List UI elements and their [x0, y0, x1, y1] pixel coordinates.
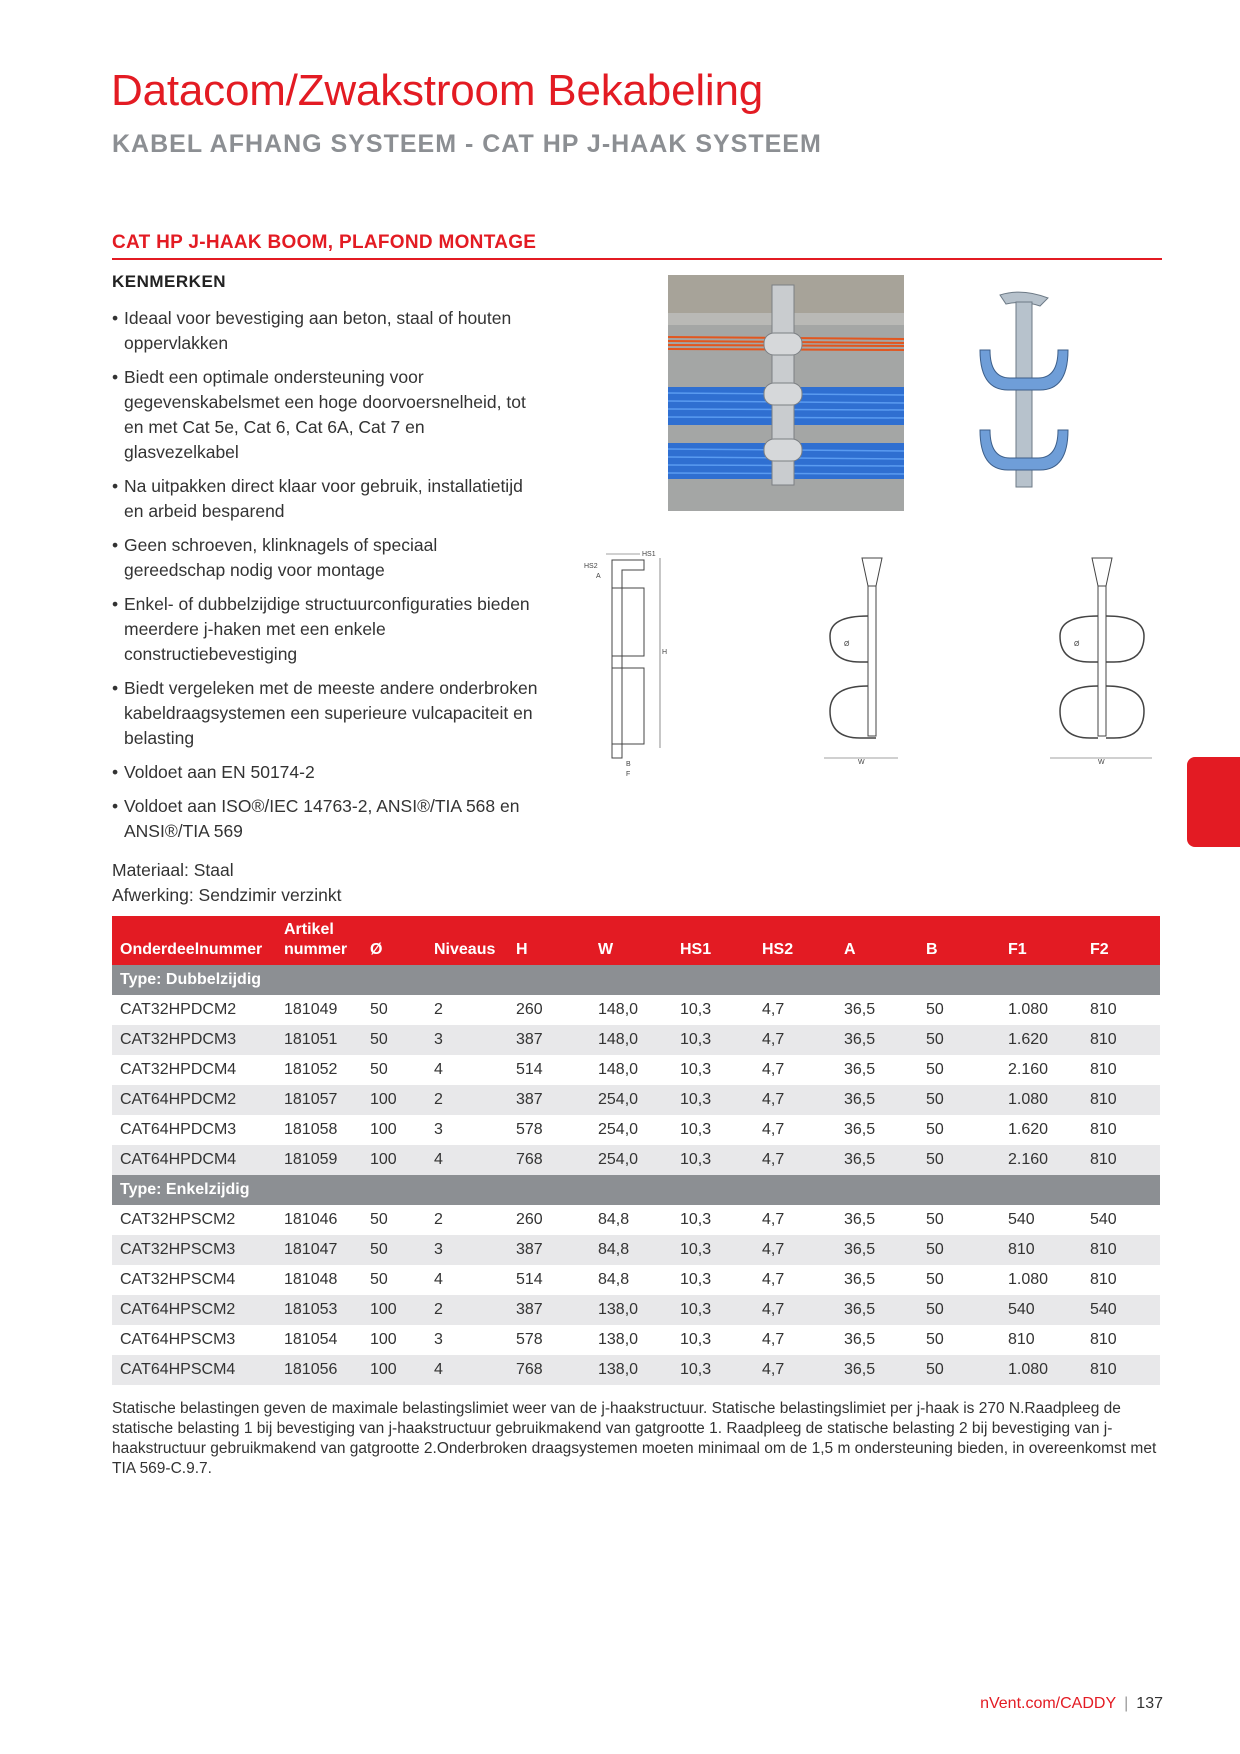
table-cell: 254,0: [590, 1145, 672, 1175]
table-cell: 181057: [276, 1085, 362, 1115]
dim-label-h: H: [662, 649, 668, 656]
table-cell: 10,3: [672, 1355, 754, 1385]
table-cell: 1.080: [1000, 1085, 1082, 1115]
col-header: W: [598, 941, 614, 958]
table-cell: 50: [918, 1265, 1000, 1295]
table-cell: CAT64HPDCM4: [112, 1145, 276, 1175]
table-row: [112, 1235, 1160, 1265]
installation-photo: [668, 275, 904, 511]
table-cell: CAT32HPDCM2: [112, 995, 276, 1025]
table-cell: 254,0: [590, 1085, 672, 1115]
spec-table: [112, 916, 1160, 1385]
table-cell: 100: [362, 1115, 426, 1145]
table-cell: 138,0: [590, 1355, 672, 1385]
material-info: [112, 858, 342, 908]
table-cell: 4,7: [754, 1265, 836, 1295]
table-cell: 387: [508, 1025, 590, 1055]
table-cell: 2.160: [1000, 1055, 1082, 1085]
table-cell: 50: [362, 1265, 426, 1295]
table-cell: 36,5: [836, 1025, 918, 1055]
table-cell: CAT32HPSCM4: [112, 1265, 276, 1295]
table-cell: 578: [508, 1325, 590, 1355]
table-cell: 36,5: [836, 1295, 918, 1325]
table-cell: 10,3: [672, 995, 754, 1025]
material-text: Materiaal: Staal: [112, 860, 234, 880]
table-cell: 50: [918, 1025, 1000, 1055]
table-cell: 181047: [276, 1235, 362, 1265]
table-cell: CAT64HPSCM2: [112, 1295, 276, 1325]
table-cell: CAT64HPDCM3: [112, 1115, 276, 1145]
table-cell: 810: [1082, 1085, 1160, 1115]
table-cell: 4,7: [754, 1295, 836, 1325]
table-cell: 810: [1000, 1235, 1082, 1265]
table-cell: 50: [918, 1355, 1000, 1385]
feature-item: • Na uitpakken direct klaar voor gebruik, installatietijd en arbeid besparend: [112, 476, 523, 521]
table-cell: 84,8: [590, 1265, 672, 1295]
table-cell: CAT64HPSCM4: [112, 1355, 276, 1385]
table-cell: 540: [1000, 1295, 1082, 1325]
feature-item: • Enkel- of dubbelzijdige structuurconfiguraties bieden meerdere j-haken met een enkele constructiebevestiging: [112, 594, 530, 664]
page-subtitle: KABEL AFHANG SYSTEEM - CAT HP J-HAAK SYSTEEM: [112, 130, 822, 158]
table-cell: 100: [362, 1085, 426, 1115]
group-label: Type: Dubbelzijdig: [112, 965, 1160, 995]
table-cell: 768: [508, 1355, 590, 1385]
table-group-row: [112, 1175, 1160, 1205]
table-cell: 4,7: [754, 1025, 836, 1055]
col-header: Onderdeelnummer: [120, 941, 263, 958]
table-cell: 1.620: [1000, 1115, 1082, 1145]
table-cell: 4: [426, 1265, 508, 1295]
table-cell: CAT32HPSCM2: [112, 1205, 276, 1235]
table-cell: 181056: [276, 1355, 362, 1385]
table-row: [112, 1355, 1160, 1385]
table-cell: 2: [426, 1295, 508, 1325]
table-cell: 1.080: [1000, 995, 1082, 1025]
table-cell: 36,5: [836, 995, 918, 1025]
dim-label-f: F: [626, 771, 631, 778]
table-cell: 10,3: [672, 1235, 754, 1265]
table-cell: 181051: [276, 1025, 362, 1055]
table-cell: CAT64HPSCM3: [112, 1325, 276, 1355]
table-cell: 100: [362, 1145, 426, 1175]
table-cell: 181059: [276, 1145, 362, 1175]
col-header: Ø: [370, 941, 383, 958]
dim-label-diameter: Ø: [844, 641, 850, 648]
table-cell: 10,3: [672, 1265, 754, 1295]
table-cell: 181048: [276, 1265, 362, 1295]
dim-label-hs2: HS2: [584, 563, 598, 570]
table-cell: 4: [426, 1355, 508, 1385]
table-cell: 3: [426, 1235, 508, 1265]
table-cell: 578: [508, 1115, 590, 1145]
table-cell: 810: [1082, 1025, 1160, 1055]
page-number: 137: [1136, 1695, 1163, 1712]
table-cell: 50: [918, 1145, 1000, 1175]
table-cell: 181049: [276, 995, 362, 1025]
table-cell: 514: [508, 1055, 590, 1085]
table-cell: 1.620: [1000, 1025, 1082, 1055]
table-body: [112, 965, 1160, 1385]
col-header: F1: [1008, 941, 1027, 958]
table-cell: 50: [362, 1025, 426, 1055]
table-cell: 148,0: [590, 995, 672, 1025]
technical-drawing-single: [820, 556, 920, 766]
table-cell: 100: [362, 1295, 426, 1325]
table-cell: 10,3: [672, 1115, 754, 1145]
table-cell: 2: [426, 1085, 508, 1115]
table-group-row: [112, 965, 1160, 995]
table-cell: 4,7: [754, 1115, 836, 1145]
table-cell: 4,7: [754, 1085, 836, 1115]
table-cell: 768: [508, 1145, 590, 1175]
feature-item: • Geen schroeven, klinknagels of speciaal gereedschap nodig voor montage: [112, 535, 438, 580]
table-cell: 50: [362, 1205, 426, 1235]
col-header: HS2: [762, 941, 794, 958]
table-cell: 4,7: [754, 1235, 836, 1265]
feature-item: • Ideaal voor bevestiging aan beton, staal of houten oppervlakken: [112, 308, 512, 353]
table-row: [112, 1055, 1160, 1085]
table-cell: 50: [918, 1325, 1000, 1355]
table-cell: 810: [1082, 1265, 1160, 1295]
table-cell: 4: [426, 1145, 508, 1175]
table-cell: 260: [508, 1205, 590, 1235]
page-title: Datacom/Zwakstroom Bekabeling: [111, 66, 764, 115]
table-row: [112, 1265, 1160, 1295]
table-cell: 148,0: [590, 1025, 672, 1055]
table-cell: 50: [918, 1115, 1000, 1145]
footer-site: nVent.com/CADDY: [980, 1695, 1117, 1712]
table-cell: 540: [1000, 1205, 1082, 1235]
table-cell: 181054: [276, 1325, 362, 1355]
table-cell: 10,3: [672, 1205, 754, 1235]
table-cell: CAT64HPDCM2: [112, 1085, 276, 1115]
feature-item: • Biedt vergeleken met de meeste andere onderbroken kabeldraagsystemen een superieure vulcapaciteit en belasting: [112, 678, 538, 748]
table-cell: 540: [1082, 1295, 1160, 1325]
feature-item: • Voldoet aan EN 50174-2: [112, 762, 315, 782]
table-cell: 50: [362, 1235, 426, 1265]
table-cell: 36,5: [836, 1355, 918, 1385]
side-tab-marker: [1187, 757, 1240, 847]
table-cell: 4,7: [754, 1355, 836, 1385]
table-cell: 810: [1082, 1235, 1160, 1265]
table-cell: 254,0: [590, 1115, 672, 1145]
table-cell: 100: [362, 1325, 426, 1355]
table-cell: 100: [362, 1355, 426, 1385]
table-cell: 260: [508, 995, 590, 1025]
table-cell: 10,3: [672, 1295, 754, 1325]
table-cell: 540: [1082, 1205, 1160, 1235]
dim-label-w: W: [1098, 759, 1105, 766]
table-cell: 1.080: [1000, 1355, 1082, 1385]
table-header-row: [112, 916, 1160, 965]
table-cell: 181052: [276, 1055, 362, 1085]
table-cell: 4,7: [754, 995, 836, 1025]
table-cell: 2: [426, 995, 508, 1025]
table-cell: 181053: [276, 1295, 362, 1325]
table-cell: 810: [1082, 1325, 1160, 1355]
table-row: [112, 1115, 1160, 1145]
dim-label-diameter: Ø: [1074, 641, 1080, 648]
col-header: B: [926, 941, 938, 958]
table-row: [112, 1205, 1160, 1235]
table-cell: 3: [426, 1115, 508, 1145]
table-cell: CAT32HPSCM3: [112, 1235, 276, 1265]
table-cell: 50: [918, 995, 1000, 1025]
dim-label-hs1: HS1: [642, 551, 656, 558]
table-cell: 810: [1082, 1055, 1160, 1085]
table-cell: 10,3: [672, 1325, 754, 1355]
table-cell: 10,3: [672, 1085, 754, 1115]
table-cell: 2.160: [1000, 1145, 1082, 1175]
col-header: HS1: [680, 941, 712, 958]
table-cell: 810: [1082, 1145, 1160, 1175]
finish-text: Afwerking: Sendzimir verzinkt: [112, 885, 342, 905]
dim-label-a: A: [596, 573, 601, 580]
table-cell: 36,5: [836, 1205, 918, 1235]
dim-label-w: W: [858, 759, 865, 766]
table-row: [112, 1145, 1160, 1175]
product-render: [960, 290, 1085, 505]
table-cell: 4,7: [754, 1205, 836, 1235]
table-cell: 148,0: [590, 1055, 672, 1085]
page-footer: nVent.com/CADDY | 137: [980, 1695, 1163, 1712]
technical-drawing-side: [582, 548, 672, 780]
feature-item: • Biedt een optimale ondersteuning voor gegevenskabelsmet een hoge doorvoersnelheid, tot en met Cat 5e, Cat 6, Cat 6A, Cat 7 en glasvezelkabel: [112, 367, 526, 462]
technical-drawing-double: [1040, 556, 1160, 766]
table-cell: 181058: [276, 1115, 362, 1145]
table-cell: 50: [362, 1055, 426, 1085]
table-cell: 3: [426, 1325, 508, 1355]
table-cell: 810: [1082, 995, 1160, 1025]
table-cell: 36,5: [836, 1085, 918, 1115]
footnote: Statische belastingen geven de maximale belastingslimiet weer van de j-haakstructuur. Statische belastingslimiet per j-haak is 270 N.Raadpleeg de statische belasting 1 bij bevestiging van j-haakstructuur gebruikmakend van gatgrootte 1. Raadpleeg de statische belasting 2 bij bevestiging van j-haakstructuur gebruikmakend van gatgrootte 2.Onderbroken draagsystemen moeten minimaal om de 1,5 m ondersteuning bieden, in overeenkomst met TIA 569-C.9.7.: [112, 1400, 1157, 1477]
col-header: H: [516, 941, 528, 958]
table-cell: 810: [1000, 1325, 1082, 1355]
table-cell: 810: [1082, 1355, 1160, 1385]
table-cell: 2: [426, 1205, 508, 1235]
col-header: A: [844, 941, 856, 958]
table-cell: 50: [918, 1055, 1000, 1085]
table-cell: 181046: [276, 1205, 362, 1235]
table-cell: 50: [918, 1205, 1000, 1235]
table-cell: 36,5: [836, 1145, 918, 1175]
table-cell: 10,3: [672, 1145, 754, 1175]
table-cell: 387: [508, 1295, 590, 1325]
table-cell: 4,7: [754, 1325, 836, 1355]
table-cell: 36,5: [836, 1265, 918, 1295]
dim-label-b: B: [626, 761, 631, 768]
table-cell: 1.080: [1000, 1265, 1082, 1295]
table-cell: 50: [918, 1085, 1000, 1115]
table-row: [112, 995, 1160, 1025]
group-label: Type: Enkelzijdig: [112, 1175, 1160, 1205]
table-cell: 50: [362, 995, 426, 1025]
table-cell: 138,0: [590, 1295, 672, 1325]
table-cell: 84,8: [590, 1205, 672, 1235]
table-cell: 36,5: [836, 1115, 918, 1145]
table-cell: 10,3: [672, 1025, 754, 1055]
table-cell: 36,5: [836, 1235, 918, 1265]
table-cell: 4,7: [754, 1145, 836, 1175]
table-cell: 36,5: [836, 1055, 918, 1085]
features-list: [112, 306, 542, 853]
section-title: CAT HP J-HAAK BOOM, PLAFOND MONTAGE: [112, 232, 1162, 260]
table-cell: 10,3: [672, 1055, 754, 1085]
table-cell: CAT32HPDCM3: [112, 1025, 276, 1055]
col-header: F2: [1090, 941, 1109, 958]
table-cell: 4: [426, 1055, 508, 1085]
table-cell: 514: [508, 1265, 590, 1295]
table-cell: CAT32HPDCM4: [112, 1055, 276, 1085]
table-row: [112, 1085, 1160, 1115]
table-cell: 3: [426, 1025, 508, 1055]
table-row: [112, 1025, 1160, 1055]
table-row: [112, 1295, 1160, 1325]
table-cell: 4,7: [754, 1055, 836, 1085]
table-cell: 50: [918, 1235, 1000, 1265]
table-cell: 36,5: [836, 1325, 918, 1355]
col-header: Niveaus: [434, 941, 496, 958]
table-row: [112, 1325, 1160, 1355]
table-cell: 50: [918, 1295, 1000, 1325]
table-cell: 387: [508, 1085, 590, 1115]
features-heading: KENMERKEN: [112, 272, 227, 291]
table-cell: 387: [508, 1235, 590, 1265]
feature-item: • Voldoet aan ISO®/IEC 14763-2, ANSI®/TIA 568 en ANSI®/TIA 569: [112, 796, 520, 841]
table-cell: 84,8: [590, 1235, 672, 1265]
table-cell: 810: [1082, 1115, 1160, 1145]
table-cell: 138,0: [590, 1325, 672, 1355]
col-header: Artikel nummer: [284, 921, 348, 958]
